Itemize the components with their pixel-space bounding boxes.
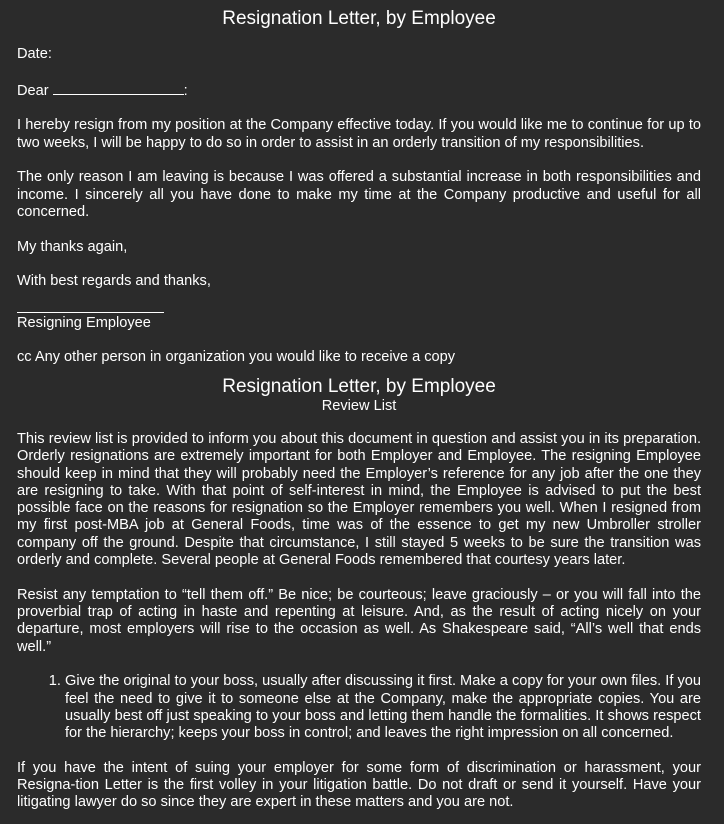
document-page	[17, 0, 701, 812]
list-item: 1. Give the original to your boss, usually after discussing it first. Make a copy for your own files. If you feel the need to give it to someone else at the Company, make the appropriate copies. You are usually best off just speaking to your boss and letting them handle the formalities. It shows respect for the hierarchy; keeps your boss in control; and leaves the right impression on all concerned.	[65, 673, 701, 742]
review-paragraph-1: This review list is provided to inform you about this document in question and assist you in its preparation. Orderly resignations are extremely important for both Employer and Employee. The resigning Employee should keep in mind that they will probably need the Employer’s reference for any job after the one they are resigning to take. With that point of self-interest in mind, the Employee is advised to put the best possible face on the reasons for resignation so the Employer remembers you well. When I resigned from my first post-MBA job at General Foods, time was of the essence to get my new Umbroller stroller company off the ground. Despite that circumstance, I still stayed 5 weeks to be sure the transition was orderly and complete. Several people at General Foods remembered that courtesy years later.	[17, 430, 701, 568]
dear-colon: :	[183, 82, 188, 99]
dear-label: Dear	[17, 82, 49, 99]
review-list	[17, 673, 701, 742]
signature-line	[17, 297, 164, 313]
thanks-line: My thanks again,	[17, 238, 128, 255]
cc-line: cc Any other person in organization you would like to receive a copy	[17, 349, 456, 366]
date-label: Date:	[17, 46, 52, 62]
review-paragraph-3: If you have the intent of suing your employer for some form of discrimination or harassment, your Resigna-tion Letter is the first volley in your litigation battle. Do not draft or send it yourself. Have your litigating lawyer do so since they are expert in these matters and you are not.	[17, 759, 701, 811]
letter-paragraph-2: The only reason I am leaving is because I was offered a substantial increase in both responsibilities and income. I sincerely all you have done to make my time at the Company productive and useful for all concerned.	[17, 169, 701, 220]
review-paragraph-2: Resist any temptation to “tell them off.” Be nice; be courteous; leave graciously – or you will fall into the proverbial trap of acting in haste and repenting at leisure. And, as the result of acting nicely on your departure, most employers will rise to the occasion as well. As Shakespeare said, “All’s well that ends well.”	[17, 586, 701, 655]
signer-name: Resigning Employee	[17, 314, 151, 331]
review-title: Resignation Letter, by Employee	[222, 375, 496, 397]
letter-paragraph-1: I hereby resign from my position at the Company effective today. If you would like me to continue for up to two weeks, I will be happy to do so in order to assist in an orderly transition of my responsibilities.	[17, 117, 701, 151]
recipient-blank	[53, 81, 184, 95]
closing-line: With best regards and thanks,	[17, 273, 211, 290]
letter-title: Resignation Letter, by Employee	[222, 8, 496, 29]
salutation	[17, 81, 701, 100]
review-subtitle: Review List	[321, 397, 397, 414]
